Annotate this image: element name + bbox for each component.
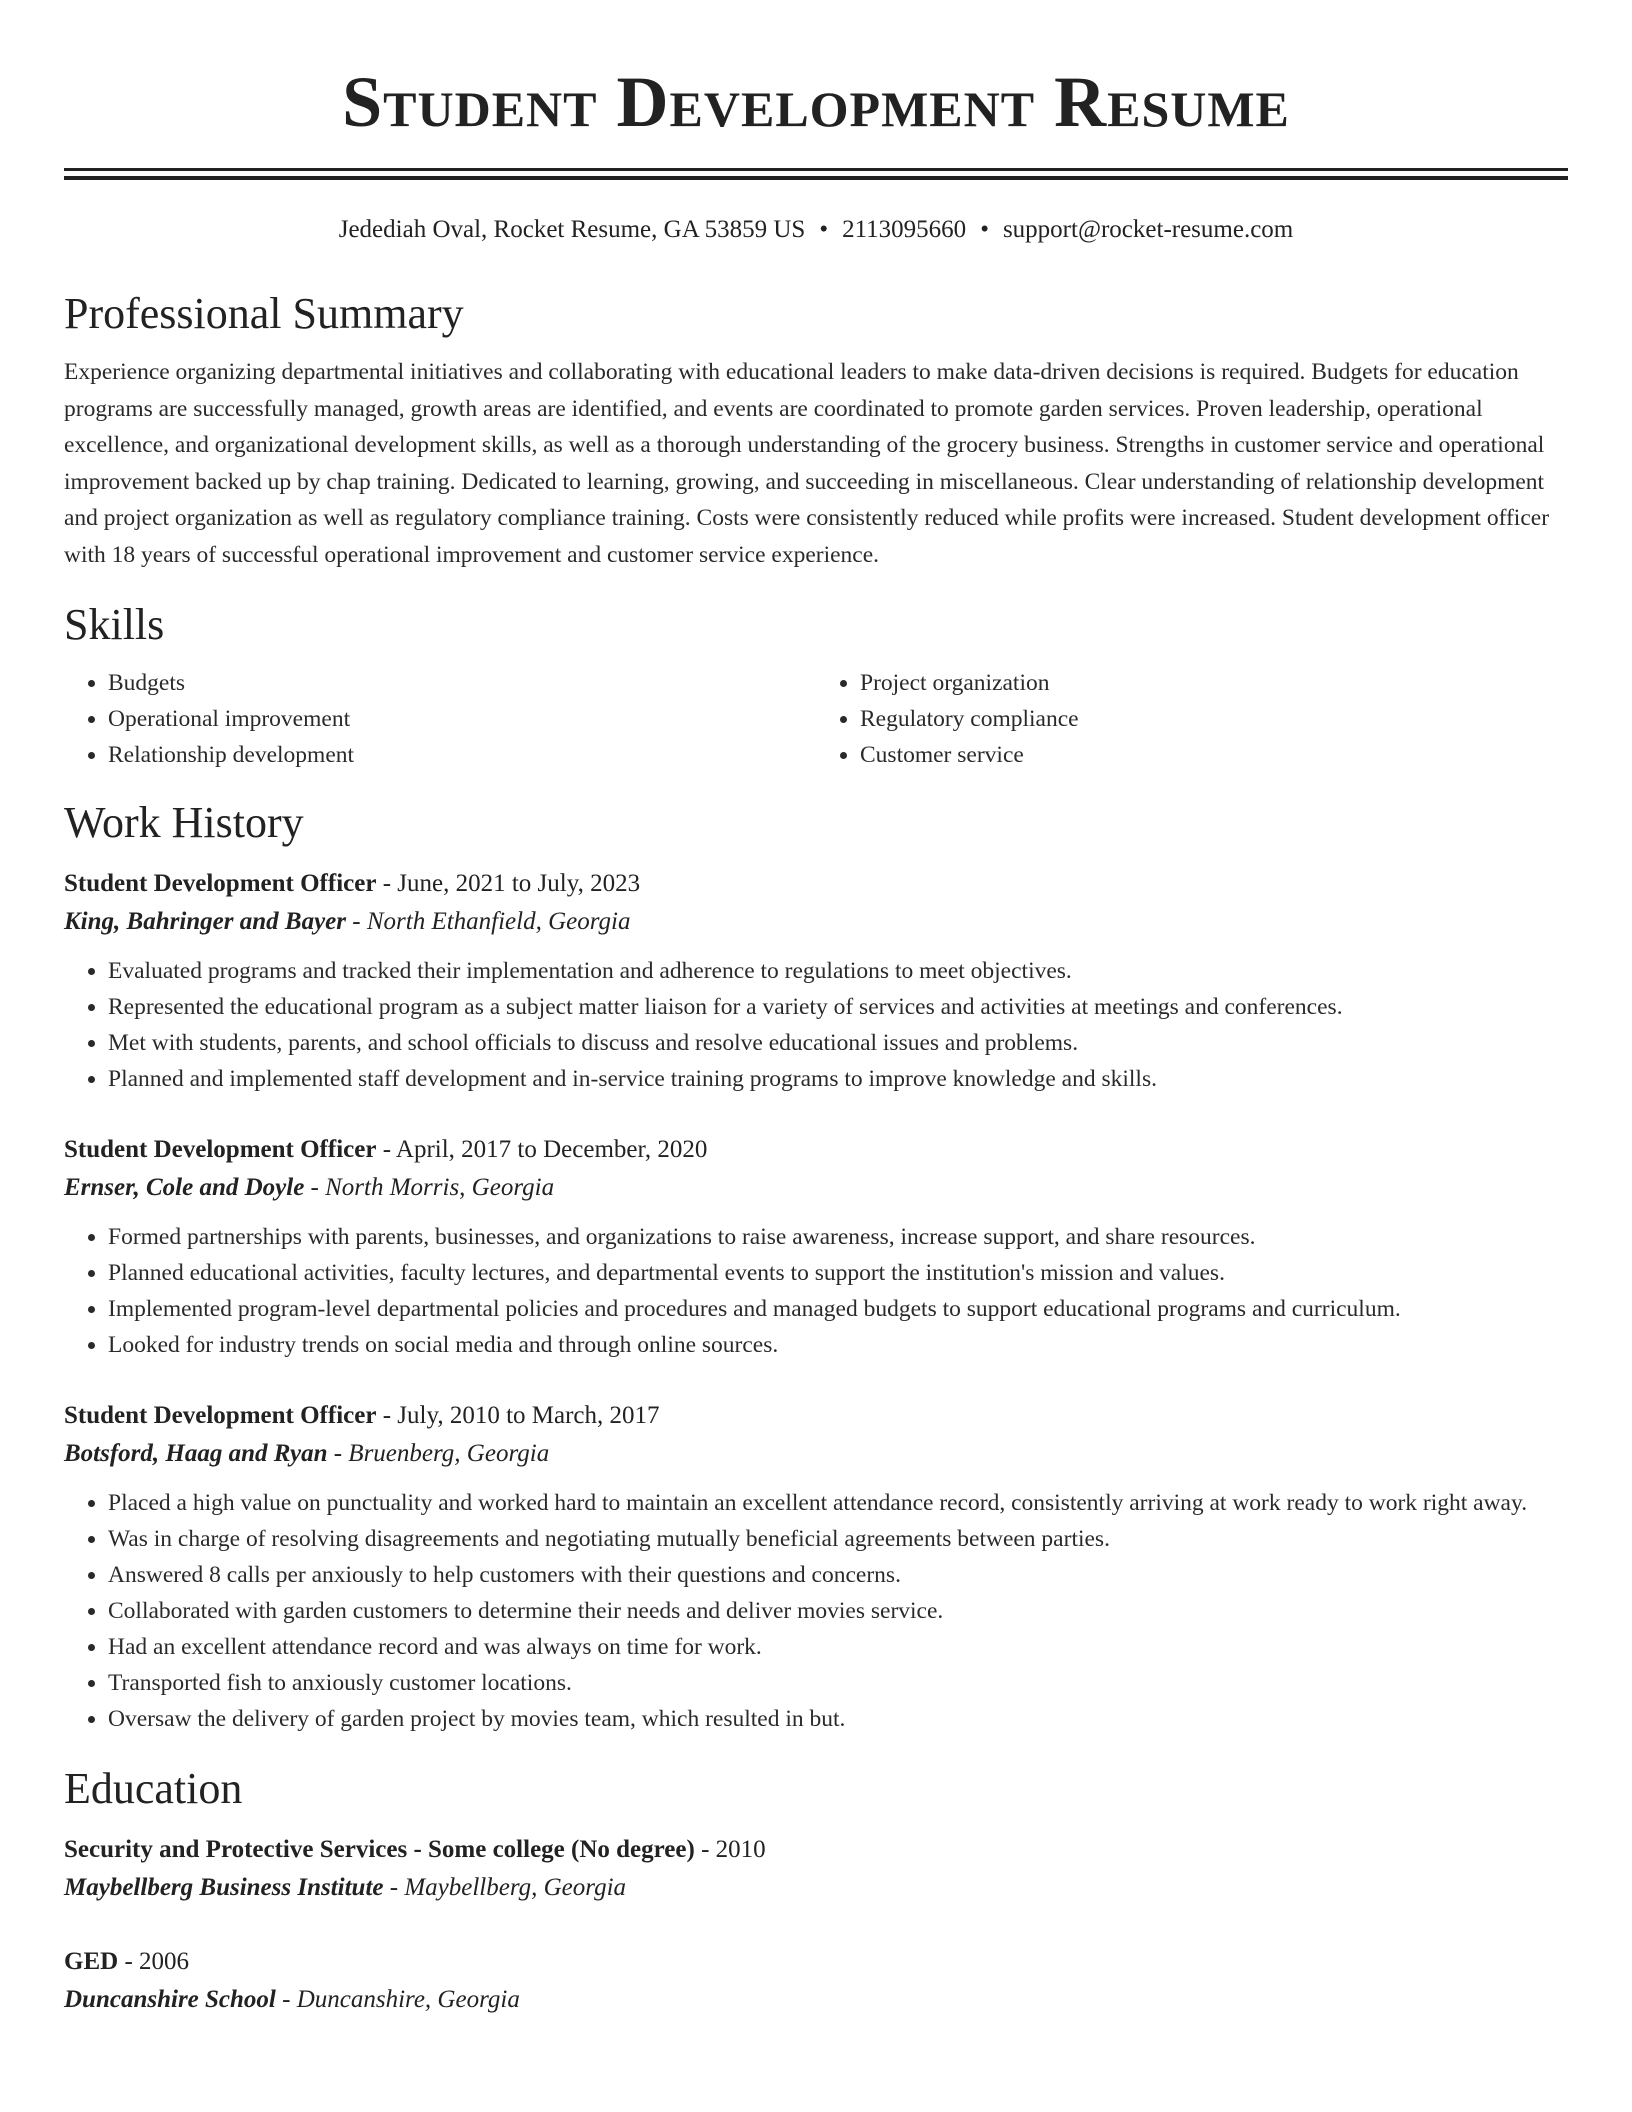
education-degree: Security and Protective Services - Some college (No degree) xyxy=(64,1836,695,1863)
contact-email: support@rocket-resume.com xyxy=(1002,216,1294,243)
job-title-line xyxy=(64,865,1568,903)
job-duty: • Planned educational activities, faculty lectures, and departmental events to support the institution's mission and values. xyxy=(108,1255,1568,1291)
summary-text: Experience organizing departmental initiatives and collaborating with educational leaders to make data-driven decisions is required. Budgets for education programs are successfully managed, growth areas are identified, and events are coordinated to promote garden services. Proven leadership, operational excellence, and organizational development skills, as well as a thorough understanding of the grocery business. Strengths in customer service and operational improvement backed up by chap training. Dedicated to learning, growing, and succeeding in miscellaneous. Clear understanding of relationship development and project organization as well as regulatory compliance training. Costs were consistently reduced while profits were increased. Student development officer with 18 years of successful operational improvement and customer service experience. xyxy=(64,359,1550,568)
contact-address: Jedediah Oval, Rocket Resume, GA 53859 US xyxy=(338,216,806,243)
education-location: - Maybellberg, Georgia xyxy=(383,1874,627,1901)
job-entry xyxy=(64,865,1568,1097)
job-title: Student Development Officer xyxy=(64,1136,377,1163)
job-company: Botsford, Haag and Ryan xyxy=(64,1440,328,1467)
job-entry xyxy=(64,1397,1568,1737)
job-duty: • Collaborated with garden customers to determine their needs and deliver movies service. xyxy=(108,1593,1568,1629)
contact-phone: 2113095660 xyxy=(842,216,967,243)
job-entry xyxy=(64,1131,1568,1363)
job-duty: • Evaluated programs and tracked their implementation and adherence to regulations to meet objectives. xyxy=(108,953,1568,989)
resume-title: Student Development Resume xyxy=(342,62,1290,142)
job-duty: • Had an excellent attendance record and was always on time for work. xyxy=(108,1629,1568,1665)
education-entry xyxy=(64,1943,1568,2019)
job-title: Student Development Officer xyxy=(64,1402,377,1429)
job-duty: • Was in charge of resolving disagreements and negotiating mutually beneficial agreements between parties. xyxy=(108,1521,1568,1557)
job-dates: - July, 2010 to March, 2017 xyxy=(376,1402,660,1429)
job-company-line xyxy=(64,1435,1568,1473)
education-school-line xyxy=(64,1981,1568,2019)
job-duties xyxy=(64,953,1568,1097)
job-title-line xyxy=(64,1131,1568,1169)
job-duty: • Transported fish to anxiously customer locations. xyxy=(108,1665,1568,1701)
education-degree-line xyxy=(64,1943,1568,1981)
education-school: Duncanshire School xyxy=(64,1986,276,2013)
work-history-heading: Work History xyxy=(64,798,304,847)
title-divider-bottom xyxy=(64,176,1568,180)
contact-separator: • xyxy=(980,216,989,243)
job-location: - Bruenberg, Georgia xyxy=(327,1440,550,1467)
skills-list xyxy=(64,665,1568,773)
job-title: Student Development Officer xyxy=(64,870,377,897)
job-company: King, Bahringer and Bayer xyxy=(64,908,347,935)
skill-item: • Regulatory compliance xyxy=(860,701,1568,737)
education-year: - 2010 xyxy=(694,1836,766,1863)
job-duties xyxy=(64,1485,1568,1737)
job-company: Ernser, Cole and Doyle xyxy=(64,1174,305,1201)
education-school: Maybellberg Business Institute xyxy=(64,1874,384,1901)
skills-column-right xyxy=(816,665,1568,773)
job-duty: • Formed partnerships with parents, businesses, and organizations to raise awareness, increase support, and share resources. xyxy=(108,1219,1568,1255)
job-duty: • Looked for industry trends on social media and through online sources. xyxy=(108,1327,1568,1363)
job-duty: • Answered 8 calls per anxiously to help customers with their questions and concerns. xyxy=(108,1557,1568,1593)
job-duty: • Oversaw the delivery of garden project by movies team, which resulted in but. xyxy=(108,1701,1568,1737)
skill-item: • Budgets xyxy=(108,665,816,701)
job-dates: - June, 2021 to July, 2023 xyxy=(376,870,641,897)
summary-heading: Professional Summary xyxy=(64,289,464,338)
job-duty: • Placed a high value on punctuality and worked hard to maintain an excellent attendance record, consistently arriving at work ready to work right away. xyxy=(108,1485,1568,1521)
education-school-line xyxy=(64,1869,1568,1907)
job-duty: • Met with students, parents, and school officials to discuss and resolve educational issues and problems. xyxy=(108,1025,1568,1061)
job-location: - North Morris, Georgia xyxy=(304,1174,555,1201)
education-entry xyxy=(64,1831,1568,1907)
skills-heading: Skills xyxy=(64,600,165,649)
education-location: - Duncanshire, Georgia xyxy=(275,1986,520,2013)
contact-line xyxy=(64,212,1568,248)
title-divider-top xyxy=(64,168,1568,171)
skill-item: • Project organization xyxy=(860,665,1568,701)
education-year: - 2006 xyxy=(118,1948,190,1975)
job-duty: • Implemented program-level departmental policies and procedures and managed budgets to support educational programs and curriculum. xyxy=(108,1291,1568,1327)
job-duty: • Represented the educational program as a subject matter liaison for a variety of services and activities at meetings and conferences. xyxy=(108,989,1568,1025)
education-degree-line xyxy=(64,1831,1568,1869)
job-location: - North Ethanfield, Georgia xyxy=(346,908,631,935)
job-title-line xyxy=(64,1397,1568,1435)
skill-item: • Customer service xyxy=(860,737,1568,773)
job-duties xyxy=(64,1219,1568,1363)
skill-item: • Relationship development xyxy=(108,737,816,773)
contact-separator: • xyxy=(819,216,829,243)
education-degree: GED xyxy=(64,1948,119,1975)
job-company-line xyxy=(64,903,1568,941)
skill-item: • Operational improvement xyxy=(108,701,816,737)
skills-column-left xyxy=(64,665,816,773)
job-dates: - April, 2017 to December, 2020 xyxy=(376,1136,708,1163)
job-company-line xyxy=(64,1169,1568,1207)
job-duty: • Planned and implemented staff development and in-service training programs to improve knowledge and skills. xyxy=(108,1061,1568,1097)
education-heading: Education xyxy=(64,1764,243,1813)
